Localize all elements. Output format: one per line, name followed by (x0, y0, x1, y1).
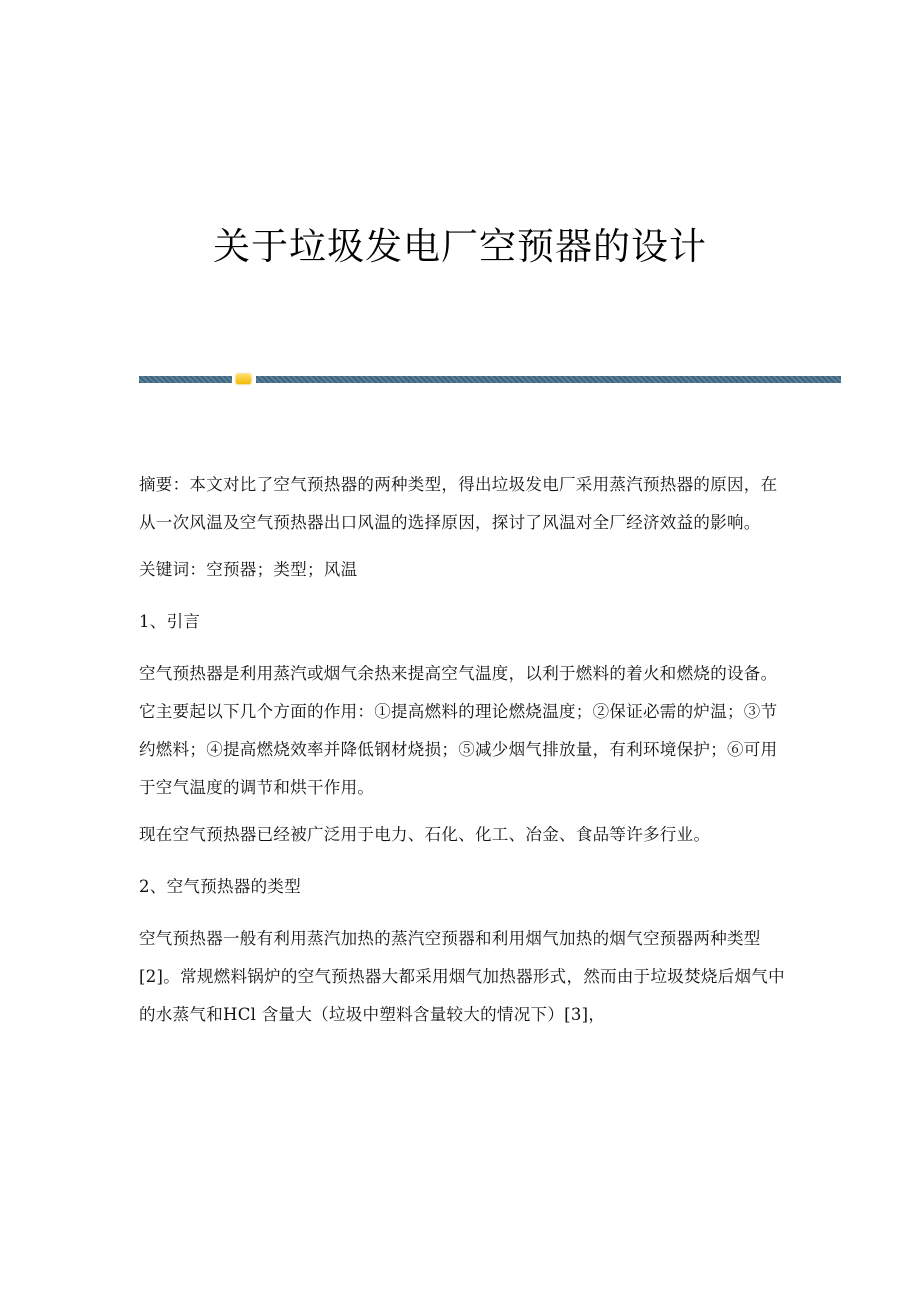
divider-bar-left (139, 376, 232, 383)
keywords: 关键词：空预器；类型；风温 (139, 560, 358, 579)
section-heading: 1、引言 (139, 612, 201, 631)
paragraph: 空气预热器是利用蒸汽或烟气余热来提高空气温度，以利于燃料的着火和燃烧的设备。它主要起以下几个方面的作用：①提高燃料的理论燃烧温度；②保证必需的炉温；③节约燃料；④提高燃烧效率并降低钢材烧损；⑤减少烟气排放量，有利环境保护；⑥可用于空气温度的调节和烘干作用。 (139, 664, 778, 797)
abstract: 摘要：本文对比了空气预热器的两种类型，得出垃圾发电厂采用蒸汽预热器的原因，在从一次风温及空气预热器出口风温的选择原因，探讨了风温对全厂经济效益的影响。 (139, 475, 778, 532)
paragraph: 现在空气预热器已经被广泛用于电力、石化、化工、冶金、食品等许多行业。 (139, 825, 711, 844)
document-title: 关于垃圾发电厂空预器的设计 (213, 225, 707, 268)
divider-bar-right (256, 376, 841, 383)
title-divider (139, 376, 841, 384)
document-body (139, 466, 789, 1043)
envelope-icon (236, 374, 251, 384)
paragraph: 空气预热器一般有利用蒸汽加热的蒸汽空预器和利用烟气加热的烟气空预器两种类型[2]。常规燃料锅炉的空气预热器大都采用烟气加热器形式，然而由于垃圾焚烧后烟气中的水蒸气和HCl 含量大（垃圾中塑料含量较大的情况下）[3]， (139, 929, 785, 1024)
section-heading: 2、空气预热器的类型 (139, 877, 301, 896)
